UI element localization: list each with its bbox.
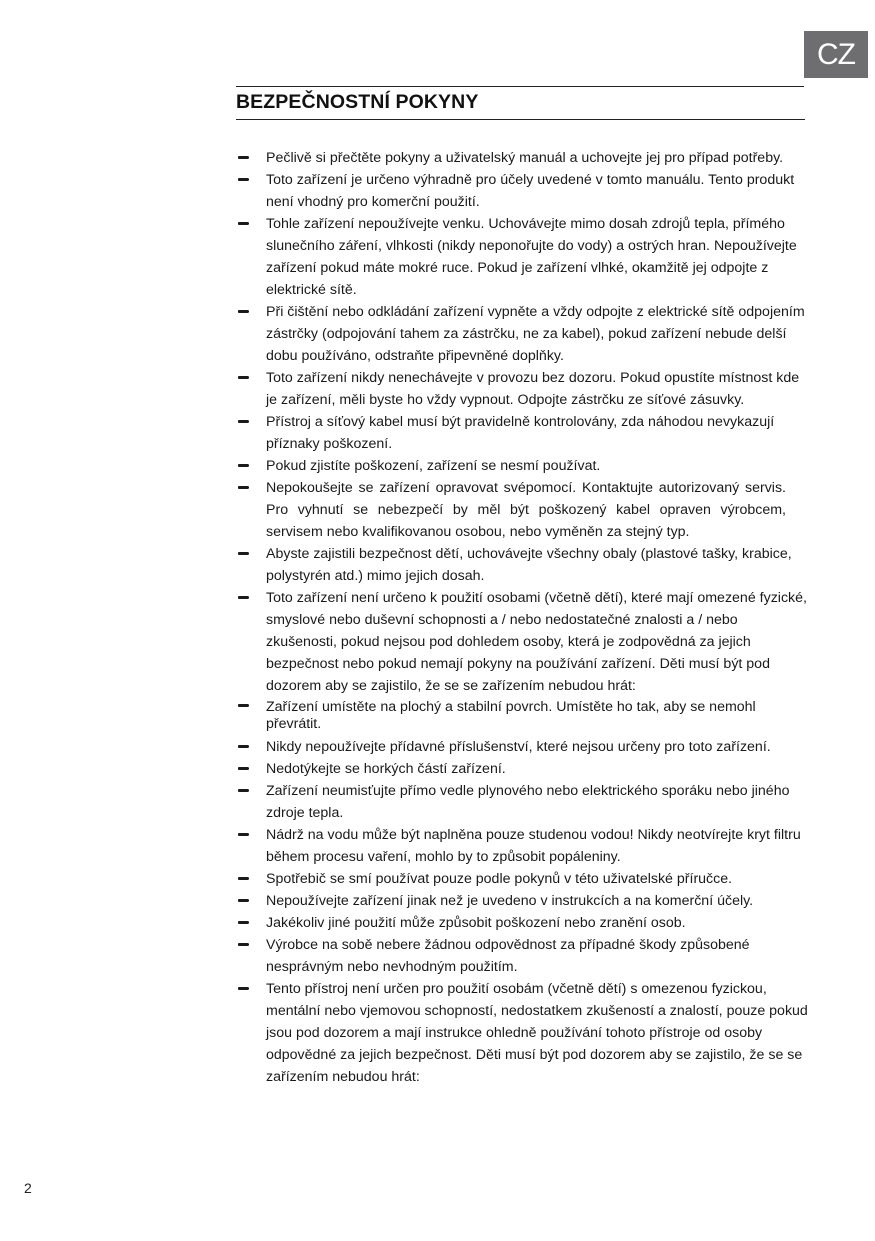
- list-item-text: Při čištění nebo odkládání zařízení vypněte a vždy odpojte z elektrické sítě odpojením zástrčky (odpojování tahem za zástrčku, ne za kabel), pokud zařízení nebude delší dobu používáno, odstraňte připevněné doplňky.: [266, 304, 805, 364]
- dash-bullet-icon: [238, 877, 249, 880]
- page-title: BEZPEČNOSTNÍ POKYNY: [236, 91, 479, 113]
- dash-bullet-icon: [238, 833, 249, 836]
- list-item: [236, 758, 812, 780]
- list-item-text: Abyste zajistili bezpečnost dětí, uchovávejte všechny obaly (plastové tašky, krabice, polystyrén atd.) mimo jejich dosah.: [266, 546, 792, 584]
- dash-bullet-icon: [238, 921, 249, 924]
- list-item-text: Pokud zjistíte poškození, zařízení se nesmí používat.: [266, 458, 601, 474]
- list-item-text: Toto zařízení není určeno k použití osobami (včetně dětí), které mají omezené fyzické, smyslové nebo duševní schopnosti a / nebo nedostatečné znalosti a / nebo zkušenosti, pokud nejsou pod dohledem osoby, která je zodpovědná za jejich bezpečnost nebo pokud nemají pokyny na používání zařízení. Děti musí být pod dozorem aby se zajistilo, že se se zařízením nebudou hrát:: [266, 590, 807, 694]
- list-item: [236, 543, 812, 587]
- list-item: [236, 868, 812, 890]
- list-item: [236, 455, 812, 477]
- list-item: [236, 147, 812, 169]
- list-item: [236, 780, 812, 824]
- dash-bullet-icon: [238, 552, 249, 555]
- list-item-text: Přístroj a síťový kabel musí být pravidelně kontrolovány, zda náhodou nevykazují příznaky poškození.: [266, 414, 775, 452]
- list-item: [236, 697, 812, 736]
- list-item-text: Výrobce na sobě nebere žádnou odpovědnost za případné škody způsobené nesprávným nebo nevhodným použitím.: [266, 937, 750, 975]
- list-item-text: Zařízení umístěte na plochý a stabilní povrch. Umístěte ho tak, aby se nemohl převrátit.: [266, 699, 756, 732]
- dash-bullet-icon: [238, 376, 249, 379]
- list-item: [236, 934, 812, 978]
- dash-bullet-icon: [238, 486, 249, 489]
- list-item-text: Spotřebič se smí používat pouze podle pokynů v této uživatelské příručce.: [266, 871, 733, 887]
- dash-bullet-icon: [238, 943, 249, 946]
- list-item-text: Tohle zařízení nepoužívejte venku. Uchovávejte mimo dosah zdrojů tepla, přímého slunečního záření, vlhkosti (nikdy neponořujte do vody) a ostrých hran. Nepoužívejte zařízení pokud máte mokré ruce. Pokud je zařízení vlhké, okamžitě jej odpojte z elektrické sítě.: [266, 216, 797, 298]
- list-item: [236, 978, 812, 1088]
- list-item: [236, 477, 812, 543]
- list-item-text: Zařízení neumisťujte přímo vedle plynového nebo elektrického sporáku nebo jiného zdroje tepla.: [266, 783, 790, 821]
- list-item-text: Toto zařízení nikdy nenechávejte v provozu bez dozoru. Pokud opustíte místnost kde je zařízení, měli byste ho vždy vypnout. Odpojte zástrčku ze síťové zásuvky.: [266, 370, 800, 408]
- dash-bullet-icon: [238, 156, 249, 159]
- dash-bullet-icon: [238, 464, 249, 467]
- dash-bullet-icon: [238, 767, 249, 770]
- dash-bullet-icon: [238, 789, 249, 792]
- dash-bullet-icon: [238, 222, 249, 225]
- list-item: [236, 301, 812, 367]
- list-item: [236, 587, 812, 697]
- list-item-text: Nepokoušejte se zařízení opravovat svépomocí. Kontaktujte autorizovaný servis. Pro vyhnutí se nebezpečí by měl být poškozený kabel opraven výrobcem, servisem nebo kvalifikovanou osobou, nebo vyměněn za stejný typ.: [266, 480, 786, 540]
- title-rule-top: [236, 86, 804, 87]
- list-item-text: Jakékoliv jiné použití může způsobit poškození nebo zranění osob.: [266, 915, 686, 931]
- list-item: [236, 912, 812, 934]
- list-item-text: Pečlivě si přečtěte pokyny a uživatelský manuál a uchovejte jej pro případ potřeby.: [266, 150, 784, 166]
- list-item-text: Tento přístroj není určen pro použití osobám (včetně dětí) s omezenou fyzickou, mentální nebo vjemovou schopností, nedostatkem zkušeností a znalostí, pouze pokud jsou pod dozorem a mají instrukce ohledně používání tohoto přístroje od osoby odpovědné za jejich bezpečnost. Děti musí být pod dozorem aby se zajistilo, že se se zařízením nebudou hrát:: [266, 981, 808, 1085]
- list-item: [236, 824, 812, 868]
- dash-bullet-icon: [238, 310, 249, 313]
- title-rule-bottom: [236, 119, 805, 120]
- list-item-text: Nepoužívejte zařízení jinak než je uvedeno v instrukcích a na komerční účely.: [266, 893, 754, 909]
- list-item-text: Nedotýkejte se horkých částí zařízení.: [266, 761, 506, 777]
- dash-bullet-icon: [238, 704, 249, 707]
- list-item-text: Nádrž na vodu může být naplněna pouze studenou vodou! Nikdy neotvírejte kryt filtru během procesu vaření, mohlo by to způsobit popáleniny.: [266, 827, 801, 865]
- dash-bullet-icon: [238, 596, 249, 599]
- language-badge: CZ: [804, 31, 868, 78]
- list-item: [236, 169, 812, 213]
- list-item-text: Nikdy nepoužívejte přídavné příslušenství, které nejsou určeny pro toto zařízení.: [266, 739, 771, 755]
- list-item: [236, 411, 812, 455]
- list-item: [236, 890, 812, 912]
- list-item: [236, 213, 812, 301]
- dash-bullet-icon: [238, 178, 249, 181]
- list-item-text: Toto zařízení je určeno výhradně pro účely uvedené v tomto manuálu. Tento produkt není vhodný pro komerční použití.: [266, 172, 795, 210]
- safety-instructions-list: [236, 147, 812, 1088]
- dash-bullet-icon: [238, 420, 249, 423]
- list-item: [236, 736, 812, 758]
- page-number: 2: [24, 1180, 32, 1196]
- dash-bullet-icon: [238, 745, 249, 748]
- list-item: [236, 367, 812, 411]
- dash-bullet-icon: [238, 987, 249, 990]
- dash-bullet-icon: [238, 899, 249, 902]
